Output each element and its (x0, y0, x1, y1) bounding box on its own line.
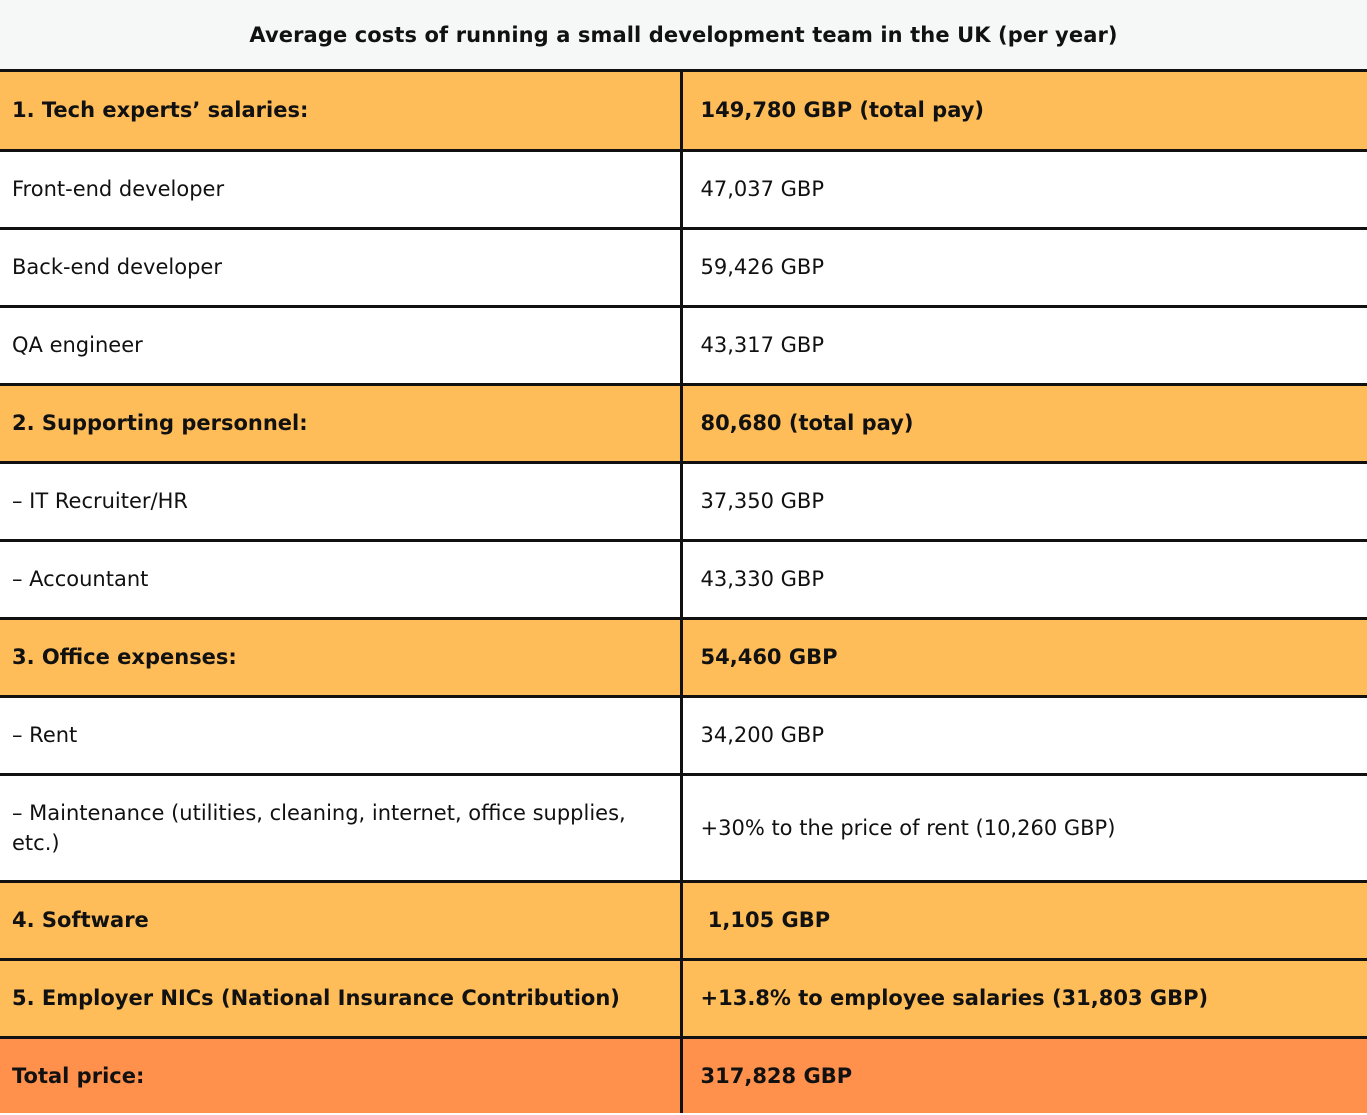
row-value: 59,426 GBP (681, 228, 1367, 306)
row-label: 4. Software (0, 881, 681, 959)
table-row (0, 774, 1367, 881)
row-label: – IT Recruiter/HR (0, 462, 681, 540)
table-row (0, 462, 1367, 540)
table-row-section-tech-salaries (0, 72, 1367, 150)
row-value: 80,680 (total pay) (681, 384, 1367, 462)
cost-table (0, 72, 1367, 1113)
table-row (0, 696, 1367, 774)
row-value: +13.8% to employee salaries (31,803 GBP) (681, 959, 1367, 1037)
row-value: 34,200 GBP (681, 696, 1367, 774)
row-label: 3. Office expenses: (0, 618, 681, 696)
table-row (0, 306, 1367, 384)
row-label: – Maintenance (utilities, cleaning, internet, office supplies, etc.) (0, 774, 681, 881)
table-row-section-employer-nics (0, 959, 1367, 1037)
row-label: 1. Tech experts’ salaries: (0, 72, 681, 150)
total-value: 317,828 GBP (700, 1063, 853, 1088)
row-value: 47,037 GBP (681, 150, 1367, 228)
total-label: Total price: (0, 1037, 681, 1113)
table-row-section-office-expenses (0, 618, 1367, 696)
row-value: 43,317 GBP (681, 306, 1367, 384)
row-value: 1,105 GBP (681, 881, 1367, 959)
row-label: 2. Supporting personnel: (0, 384, 681, 462)
table-row (0, 540, 1367, 618)
row-label: Front-end developer (0, 150, 681, 228)
table-row (0, 228, 1367, 306)
row-label: Back-end developer (0, 228, 681, 306)
table-row-section-supporting-personnel (0, 384, 1367, 462)
table-row (0, 150, 1367, 228)
table-row-total (0, 1037, 1367, 1113)
row-label: QA engineer (0, 306, 681, 384)
row-value: 54,460 GBP (681, 618, 1367, 696)
row-value: 149,780 GBP (total pay) (681, 72, 1367, 150)
row-value: 37,350 GBP (681, 462, 1367, 540)
table-title: Average costs of running a small development team in the UK (per year) (0, 0, 1367, 72)
row-value: 43,330 GBP (681, 540, 1367, 618)
row-label: – Accountant (0, 540, 681, 618)
row-label: 5. Employer NICs (National Insurance Contribution) (0, 959, 681, 1037)
row-value: +30% to the price of rent (10,260 GBP) (681, 774, 1367, 881)
row-label: – Rent (0, 696, 681, 774)
table-row-section-software (0, 881, 1367, 959)
